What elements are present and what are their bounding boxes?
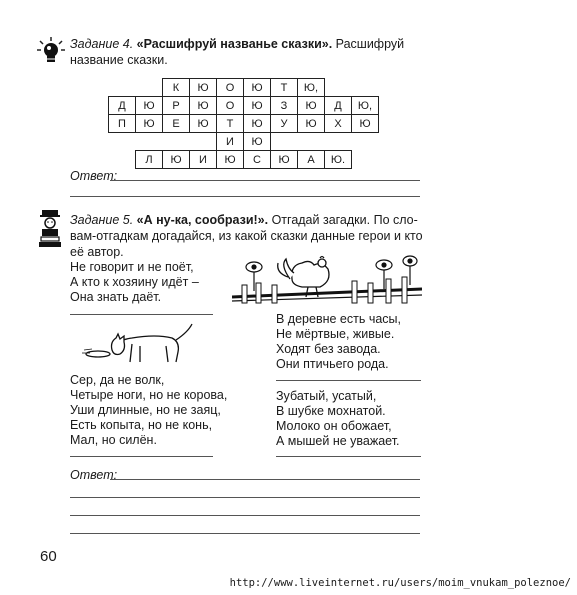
cipher-cell — [136, 79, 163, 97]
cipher-cell — [109, 79, 136, 97]
cipher-cell — [352, 133, 379, 151]
cipher-cell: И — [190, 151, 217, 169]
cipher-cell: Ю — [352, 115, 379, 133]
cipher-cell: Д — [325, 97, 352, 115]
answer-line[interactable] — [110, 180, 420, 181]
cipher-cell — [379, 133, 406, 151]
cipher-row — [109, 115, 406, 133]
cipher-cell: Ю — [136, 97, 163, 115]
riddle-4-answer-line[interactable] — [276, 456, 421, 457]
cipher-cell: Ю — [190, 115, 217, 133]
cipher-cell — [109, 133, 136, 151]
cipher-cell: Л — [136, 151, 163, 169]
page-number: 60 — [40, 548, 57, 565]
riddle-2-answer-line[interactable] — [276, 380, 421, 381]
riddle-2: В деревне есть часы, Не мёртвые, живые. Ходят без завода. Они птичьего рода. — [276, 312, 402, 371]
cipher-cell: Т — [217, 115, 244, 133]
cipher-row — [109, 97, 406, 115]
answer-line[interactable] — [70, 196, 420, 197]
riddle-1: Не говорит и не поёт, А кто к хозяину идёт – Она знать даёт. — [70, 260, 199, 304]
task5-heading — [70, 212, 425, 260]
cipher-cell — [379, 79, 406, 97]
cipher-cell — [325, 79, 352, 97]
answer-line[interactable] — [70, 515, 420, 516]
cipher-cell: Ю. — [325, 151, 352, 169]
task4-heading — [70, 36, 430, 68]
cipher-cell: П — [109, 115, 136, 133]
cipher-cell: Ю — [298, 115, 325, 133]
cipher-cell: Ю — [244, 79, 271, 97]
task5-title: «А ну-ка, сообрази!». — [136, 213, 269, 227]
task4-text-2: название сказки. — [70, 53, 168, 67]
cipher-row — [109, 133, 406, 151]
cipher-cell: Ю — [244, 133, 271, 151]
lightbulb-icon — [36, 36, 66, 66]
cipher-cell: А — [298, 151, 325, 169]
cipher-cell: Ю — [244, 115, 271, 133]
cipher-cell: С — [244, 151, 271, 169]
cipher-cell: Ю, — [298, 79, 325, 97]
cipher-cell: Х — [325, 115, 352, 133]
task5-text-2: вам-отгадкам догадайся, из какой сказки данные герои и кто — [70, 229, 423, 243]
cipher-cell: Т — [271, 79, 298, 97]
task4-label: Задание 4. — [70, 37, 134, 51]
cipher-cell: У — [271, 115, 298, 133]
cipher-cell — [109, 151, 136, 169]
answer-line[interactable] — [70, 533, 420, 534]
thinking-person-icon — [36, 210, 64, 248]
cipher-cell: И — [217, 133, 244, 151]
answer-label-2: Ответ: — [70, 468, 118, 482]
cipher-cell — [352, 151, 379, 169]
cipher-cell: О — [217, 97, 244, 115]
answer-label-1: Ответ: — [70, 169, 118, 183]
cipher-cell: Р — [163, 97, 190, 115]
cipher-cell: Ю — [244, 97, 271, 115]
cipher-table — [108, 78, 406, 169]
task5-text-1: Отгадай загадки. По сло- — [268, 213, 418, 227]
cipher-cell: Ю — [271, 151, 298, 169]
task5-text-3: её автор. — [70, 245, 124, 259]
cipher-cell: О — [217, 79, 244, 97]
watermark-url[interactable]: http://www.liveinternet.ru/users/moim_vnukam_poleznoe/ — [229, 577, 571, 589]
cipher-cell — [190, 133, 217, 151]
riddle-3-answer-line[interactable] — [70, 456, 213, 457]
cipher-cell: К — [163, 79, 190, 97]
answer-line[interactable] — [70, 497, 420, 498]
cipher-cell — [136, 133, 163, 151]
cipher-cell — [379, 151, 406, 169]
rooster-fence-illustration — [232, 255, 422, 305]
cipher-cell — [298, 133, 325, 151]
cipher-cell — [163, 133, 190, 151]
cipher-cell: Ю — [298, 97, 325, 115]
task4-title: «Расшифруй названье сказки». — [136, 37, 333, 51]
cipher-cell: Ю — [136, 115, 163, 133]
cipher-cell: Ю — [190, 79, 217, 97]
cat-illustration — [76, 322, 196, 366]
cipher-cell — [271, 133, 298, 151]
cipher-row — [109, 151, 406, 169]
cipher-cell — [325, 133, 352, 151]
cipher-cell — [352, 79, 379, 97]
cipher-cell — [379, 115, 406, 133]
cipher-cell: Ю — [190, 97, 217, 115]
cipher-row — [109, 79, 406, 97]
cipher-cell: Е — [163, 115, 190, 133]
cipher-cell — [379, 97, 406, 115]
cipher-cell: Ю — [217, 151, 244, 169]
task4-text-1: Расшифруй — [332, 37, 405, 51]
cipher-cell: Д — [109, 97, 136, 115]
riddle-3: Сер, да не волк, Четыре ноги, но не корова, Уши длинные, но не заяц, Есть копыта, но не конь, Мал, но силён. — [70, 373, 228, 447]
cipher-cell: Ю — [163, 151, 190, 169]
cipher-cell: Ю, — [352, 97, 379, 115]
cipher-cell: З — [271, 97, 298, 115]
riddle-4: Зубатый, усатый, В шубке мохнатой. Молоко он обожает, А мышей не уважает. — [276, 389, 400, 448]
answer-line[interactable] — [110, 479, 420, 480]
riddle-1-answer-line[interactable] — [70, 314, 213, 315]
cipher-grid — [108, 78, 406, 169]
task5-label: Задание 5. — [70, 213, 134, 227]
